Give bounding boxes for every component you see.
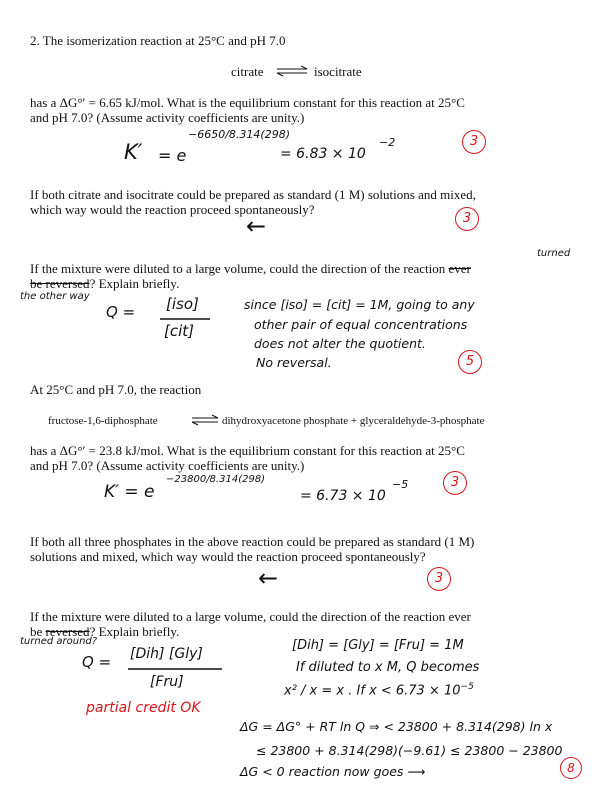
work-line: x² / x = x . If $x < 6.73 \times 10^{-5}$: [284, 682, 474, 699]
answer-k-value-exp: −5: [392, 478, 409, 491]
reaction-right: isocitrate: [314, 64, 362, 79]
equilibrium-arrow-icon: [190, 415, 220, 425]
answer-k-symbol: K′: [124, 140, 143, 164]
score-badge: 3: [427, 567, 451, 591]
work-line: ΔG < 0 reaction now goes ⟶: [240, 764, 426, 779]
q3-part1-line2: and pH 7.0? (Assume activity coefficients are unity.): [30, 458, 305, 473]
q2-part1-line1: has a ΔG°′ = 6.65 kJ/mol. What is the equilibrium constant for this reaction at 25°C: [30, 95, 465, 110]
struck-word: reversed: [45, 624, 90, 639]
struck-word: ever: [448, 261, 471, 276]
answer-direction-arrow: ←: [258, 564, 279, 592]
score-badge: 3: [455, 207, 479, 231]
q2-part2-line2: which way would the reaction proceed spontaneously?: [30, 202, 315, 217]
q3-part3-line1: If the mixture were diluted to a large volume, could the direction of the reaction ever: [30, 609, 471, 624]
reaction-left: citrate: [231, 64, 264, 79]
partial-credit-note: partial credit OK: [86, 700, 201, 716]
struck-word: be reversed: [30, 276, 90, 291]
work-line: ΔG = ΔG° + RT ln Q ⇒ < 23800 + 8.314(298) ln x: [240, 719, 553, 734]
score-badge: 5: [458, 350, 482, 374]
explanation-line: since [iso] = [cit] = 1M, going to any: [244, 297, 475, 312]
q3-part2-line2: solutions and mixed, which way would the reaction proceed spontaneously?: [30, 549, 426, 564]
q2-part3-line2: be reversed? Explain briefly.: [30, 276, 180, 291]
q3-part2-line1: If both all three phosphates in the above reaction could be prepared as standard (1 M): [30, 534, 475, 549]
q2-part3-line1: If the mixture were diluted to a large volume, could the direction of the reaction ever: [30, 261, 471, 276]
question-2-intro: 2. The isomerization reaction at 25°C and pH 7.0: [30, 33, 286, 48]
answer-k-value-exp: −2: [379, 136, 396, 149]
answer-k-exponent: −6650/8.314(298): [188, 128, 290, 141]
q3-part3-line2: be reversed? Explain briefly.: [30, 624, 180, 639]
quotient-numerator: [Dih] [Gly]: [130, 646, 203, 662]
answer-k-value: = 6.83 × 10: [280, 146, 366, 162]
reaction-right: dihydroxyacetone phosphate + glyceraldehyde-3-phosphate: [222, 415, 485, 427]
quotient-denominator: [cit]: [164, 322, 194, 340]
q2-part1-line2: and pH 7.0? (Assume activity coefficients are unity.): [30, 110, 305, 125]
margin-note: turned around?: [20, 636, 98, 647]
answer-k-value: = 6.73 × 10: [300, 488, 386, 504]
explanation-line: No reversal.: [256, 355, 332, 370]
quotient-denominator: [Fru]: [150, 674, 184, 690]
answer-k-exponent: −23800/8.314(298): [166, 474, 266, 485]
equilibrium-arrow-icon: [275, 66, 309, 76]
quotient-label: Q =: [106, 303, 136, 321]
score-badge: 8: [560, 757, 582, 779]
answer-k-eq: = e: [158, 146, 187, 165]
margin-note: the other way: [20, 291, 90, 302]
work-line: [Dih] = [Gly] = [Fru] = 1M: [292, 638, 464, 653]
q3-part1-line1: has a ΔG°′ = 23.8 kJ/mol. What is the equilibrium constant for this reaction at 25°C: [30, 443, 465, 458]
answer-direction-arrow: ←: [246, 212, 267, 240]
work-line: If diluted to x M, Q becomes: [296, 660, 480, 675]
q2-part2-line1: If both citrate and isocitrate could be prepared as standard (1 M) solutions and mixed,: [30, 187, 476, 202]
explanation-line: does not alter the quotient.: [254, 336, 426, 351]
explanation-line: other pair of equal concentrations: [254, 317, 468, 332]
quotient-label: Q =: [82, 653, 112, 671]
quotient-numerator: [iso]: [166, 295, 199, 313]
question-3-intro: At 25°C and pH 7.0, the reaction: [30, 382, 202, 397]
fraction-bar: [128, 668, 224, 671]
fraction-bar: [160, 318, 212, 321]
inserted-word: turned: [537, 248, 571, 259]
answer-k-eq: K′ = e: [104, 482, 155, 502]
score-badge: 3: [462, 130, 486, 154]
work-line: ≤ 23800 + 8.314(298)(−9.61) ≤ 23800 − 23800: [256, 743, 563, 758]
score-badge: 3: [443, 471, 467, 495]
reaction-left: fructose-1,6-diphosphate: [48, 415, 158, 427]
